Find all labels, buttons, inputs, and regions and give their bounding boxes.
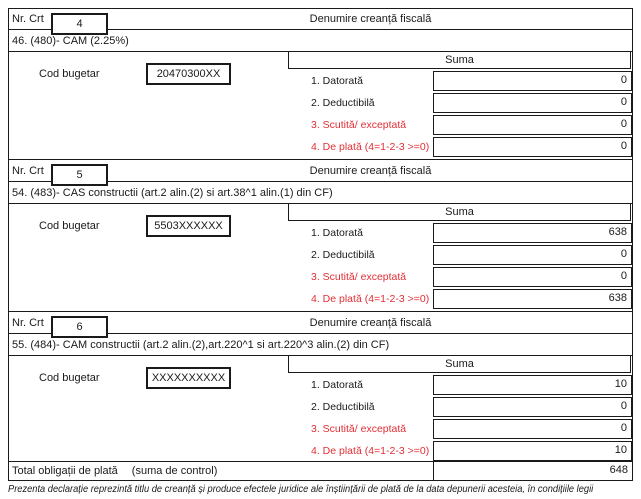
section-body (8, 204, 633, 312)
nr-crt-value-field[interactable]: 6 (51, 316, 108, 338)
field-scutita[interactable]: 0 (433, 267, 632, 287)
denumire-header-label: Denumire creanță fiscală (309, 164, 432, 177)
nrcrt-header-label: Nr. Crt (12, 164, 44, 177)
row-label-scutita: 3. Scutită/ exceptată (311, 423, 407, 435)
field-datorata[interactable]: 10 (433, 375, 632, 395)
nrcrt-header-label: Nr. Crt (12, 316, 44, 329)
field-de-plata[interactable]: 638 (433, 289, 632, 309)
field-datorata[interactable]: 638 (433, 223, 632, 243)
section-crt-5 (8, 160, 633, 312)
row-label-datorata: 1. Datorată (311, 379, 363, 391)
section-crt-6 (8, 312, 633, 462)
field-de-plata[interactable]: 10 (433, 441, 632, 461)
field-scutita[interactable]: 0 (433, 419, 632, 439)
section-header-row (8, 312, 633, 334)
suma-column-header: Suma (288, 52, 631, 69)
cod-bugetar-label: Cod bugetar (39, 372, 100, 384)
section-body (8, 52, 633, 160)
cod-bugetar-label: Cod bugetar (39, 68, 100, 80)
row-label-datorata: 1. Datorată (311, 75, 363, 87)
field-de-plata[interactable]: 0 (433, 137, 632, 157)
row-label-scutita: 3. Scutită/ exceptată (311, 271, 407, 283)
field-deductibila[interactable]: 0 (433, 93, 632, 113)
nr-crt-value-field[interactable]: 5 (51, 164, 108, 186)
total-row (8, 462, 633, 481)
total-control-sum-label: (suma de control) (131, 465, 218, 477)
row-label-deductibila: 2. Deductibilă (311, 249, 375, 261)
nr-crt-value-field[interactable]: 4 (51, 13, 108, 35)
denumire-creanta-text: 54. (483)- CAS constructii (art.2 alin.(2) si art.38^1 alin.(1) din CF) (8, 182, 633, 204)
field-datorata[interactable]: 0 (433, 71, 632, 91)
cod-bugetar-label: Cod bugetar (39, 220, 100, 232)
section-body (8, 356, 633, 462)
cod-bugetar-field[interactable]: 20470300XX (146, 63, 231, 85)
section-header-row (8, 160, 633, 182)
row-label-de-plata: 4. De plată (4=1-2-3 >=0) (311, 445, 430, 457)
denumire-creanta-text: 55. (484)- CAM constructii (art.2 alin.(2),art.220^1 si art.220^3 alin.(2) din CF) (8, 334, 633, 356)
total-value-field[interactable]: 648 (433, 462, 632, 480)
row-label-datorata: 1. Datorată (311, 227, 363, 239)
field-deductibila[interactable]: 0 (433, 397, 632, 417)
footer-note: Prezenta declarație reprezintă titlu de creanță și produce efectele juridice ale înștiințării de plată de la data depunerii acesteia, în condițiile legii (8, 484, 594, 495)
denumire-header-label: Denumire creanță fiscală (309, 13, 432, 25)
row-label-deductibila: 2. Deductibilă (311, 97, 375, 109)
row-label-deductibila: 2. Deductibilă (311, 401, 375, 413)
section-header-row (8, 8, 633, 30)
total-label: Total obligații de plată (12, 465, 118, 477)
cod-bugetar-field[interactable]: XXXXXXXXXX (146, 367, 231, 389)
denumire-header-label: Denumire creanță fiscală (309, 316, 432, 329)
suma-column-header: Suma (288, 204, 631, 221)
section-crt-4 (8, 8, 633, 160)
suma-column-header: Suma (288, 356, 631, 373)
row-label-scutita: 3. Scutită/ exceptată (311, 119, 407, 131)
field-deductibila[interactable]: 0 (433, 245, 632, 265)
row-label-de-plata: 4. De plată (4=1-2-3 >=0) (311, 293, 430, 305)
field-scutita[interactable]: 0 (433, 115, 632, 135)
cod-bugetar-field[interactable]: 5503XXXXXX (146, 215, 231, 237)
total-label-cell (9, 462, 433, 480)
row-label-de-plata: 4. De plată (4=1-2-3 >=0) (311, 141, 430, 153)
denumire-creanta-text: 46. (480)- CAM (2.25%) (8, 30, 633, 52)
nrcrt-header-label: Nr. Crt (12, 13, 44, 25)
